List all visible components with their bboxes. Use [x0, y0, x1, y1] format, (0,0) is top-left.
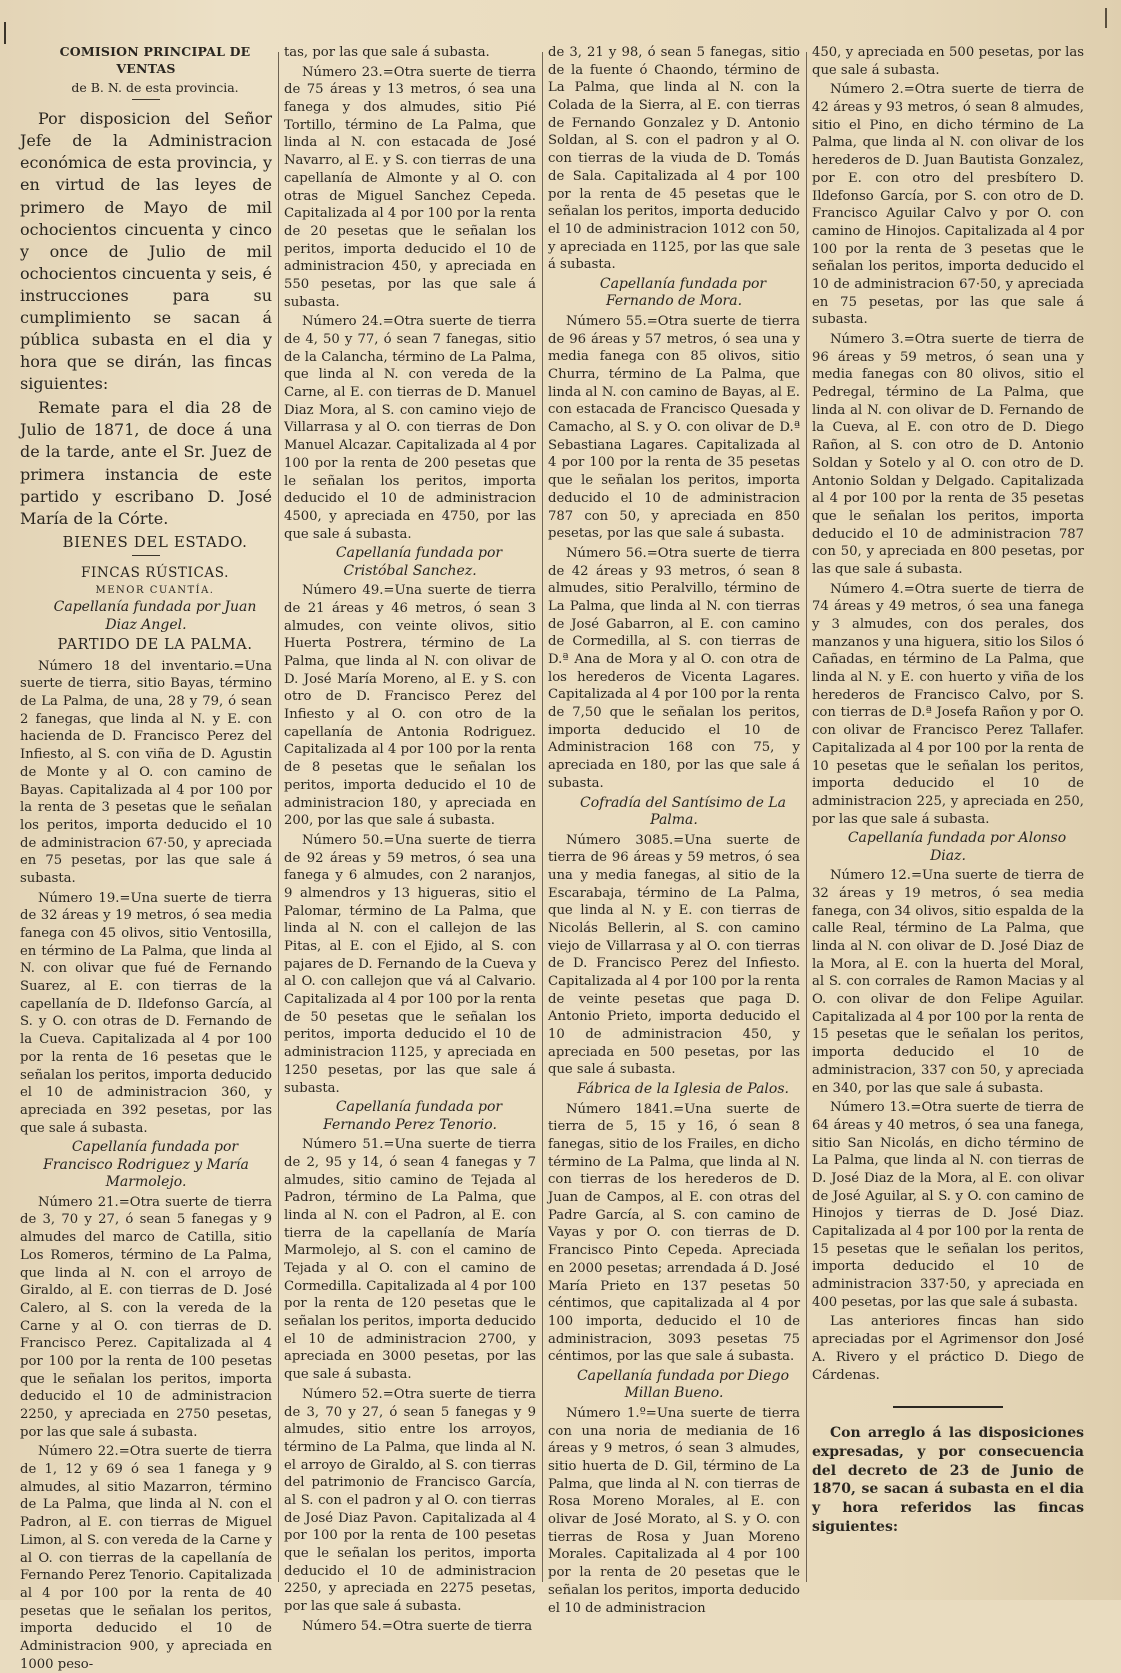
lot-entry: Número 19.=Una suerte de tierra de 32 áreas y 19 metros, ó sea media fanega con 45 olivos, sitio Ventosilla, en término de La Palma, que linda al N. con olivar que fué de Fernando Suarez, al E. con tierras de la capellanía de D. Ildefonso García, al S. y O. con otras de D. Fernando de la Cueva. Capitalizada al 4 por 100 por la renta de 16 pesetas que le señalan los peritos, importa deducido el 10 de administracion 360, y apreciada en 392 pesetas, por las que sale á subasta.	[20, 890, 272, 1136]
commission-subtitle: de B. N. de esta provincia.	[71, 79, 239, 95]
lot-continuation: de 3, 21 y 98, ó sean 5 fanegas, sitio de la fuente ó Chaondo, término de La Palma, que linda al N. con la Colada de la Sierra, al E. con tierras de Fernando Gonzalez y D. Antonio Soldan, al S. con el padron y al O. con tierras de la viuda de D. Tomás de Sala. Capitalizada al 4 por 100 por la renta de 45 pesetas que le señalan los peritos, importa deducido el 10 de administracion 1012 con 50, y apreciada en 1125, por las que sale á subasta.	[548, 45, 800, 273]
lot-entry: Número 56.=Otra suerte de tierra de 42 áreas y 93 metros, ó sean 8 almudes, sitio Peralvillo, término de La Palma, que linda al N. con tierras de José Gabarron, al E. con camino de Cormedilla, al S. con tierras de D.ª Ana de Mora y al O. con otra de los herederos de Vicenta Lagares. Capitalizada al 4 por 100 por la renta de 7,50 que le señalan los peritos, importa deducido el 10 de Administracion 168 con 75, y apreciada en 180, por las que sale á subasta.	[548, 545, 800, 791]
chaplaincy-heading: Capellanía fundada por Fernando de Mora.	[599, 275, 767, 310]
lot-entry: Número 22.=Otra suerte de tierra de 1, 12 y 69 ó sea 1 fanega y 9 almudes, al sitio Mazarron, término de La Palma, que linda al N. con el Padron, al E. con tierras de Miguel Limon, al S. con vereda de la Carne y al O. con tierras de la capellanía de Fernando Perez Tenorio. Capitalizada al 4 por 100 por la renta de 40 pesetas que le señalan los peritos, importa deducido el 10 de Administracion 900, y apreciada en 1000 peso-	[20, 1444, 272, 1672]
intro-paragraph: Por disposicion del Señor Jefe de la Administracion económica de esta provincia, y en virtud de las leyes de primero de Mayo de mil ochocientos cincuenta y cinco y once de Julio de mil ochocientos cincuenta y seis, é instrucciones para su cumplimiento se sacan á pública subasta en el dia y hora que se dirán, las fincas siguientes:	[20, 109, 272, 394]
divider	[893, 1406, 1003, 1408]
lot-entry: Número 49.=Una suerte de tierra de 21 áreas y 46 metros, ó sean 3 almudes, con veinte olivos, sitio Huerta Postrera, término de La Palma, que linda al N. con olivar de D. José María Moreno, al E. y S. con otro de D. Francisco Perez del Infiesto y al O. con otro de la capellanía de Antonia Rodriguez. Capitalizada al 4 por 100 por la renta de 8 pesetas que le señalan los peritos, importa deducido el 10 de administracion 180, y apreciada en 200, por las que sale á subasta.	[284, 583, 536, 829]
margin-mark	[4, 22, 6, 44]
lot-entry: Número 21.=Otra suerte de tierra de 3, 70 y 27, ó sean 5 fanegas y 9 almudes del marco de Catilla, sitio Los Romeros, término de La Palma, que linda al N. con el arroyo de Giraldo, al E. con tierras de D. José Calero, al S. con la vereda de la Carne y al O. con tierras de D. Francisco Perez. Capitalizada al 4 por 100 por la renta de 100 pesetas que le señalan los peritos, importa deducido el 10 de administracion 2250, y apreciada en 2750 pesetas, por las que sale á subasta.	[20, 1194, 272, 1440]
closing-note: Las anteriores fincas han sido apreciadas por el Agrimensor don José A. Rivero y el práctico D. Diego de Cárdenas.	[812, 1314, 1084, 1383]
district-heading: PARTIDO DE LA PALMA.	[57, 637, 253, 654]
column-rule	[542, 52, 543, 1582]
chaplaincy-heading: Capellanía fundada por Alonso Diaz.	[847, 830, 1067, 864]
lot-entry: Número 1.º=Una suerte de tierra con una noria de mediania de 16 áreas y 9 metros, ó sean 3 almudes, sitio huerta de D. Gil, término de La Palma, que linda al N. con tierras de Rosa Moreno Morales, al E. con olivar de José Morato, al S. y O. con tierras de Rosa y Juan Moreno Morales. Capitalizada al 4 por 100 por la renta de 20 pesetas que le señalan los peritos, importa deducido el 10 de administracion	[548, 1405, 800, 1616]
auction-date-paragraph: Remate para el dia 28 de Julio de 1871, de doce á una de la tarde, ante el Sr. Juez de primera instancia de este partido y escribano D. José María de la Córte.	[20, 398, 272, 528]
lot-entry: Número 3085.=Una suerte de tierra de 96 áreas y 59 metros, ó sea una y media fanegas, al sitio de la Escarabaja, término de La Palma, que linda al N. y E. con tierras de Nicolás Bellerin, al S. con camino viejo de Villarrasa y al O. con tierras de D. Francisco Perez del Infiesto. Capitalizada al 4 por 100 por la renta de veinte pesetas que paga D. Antonio Prieto, importa deducido el 10 de administracion 450, y apreciada en 500 pesetas, por las que sale á subasta.	[548, 832, 800, 1078]
lot-entry: Número 52.=Otra suerte de tierra de 3, 70 y 27, ó sean 5 fanegas y 9 almudes, sitio entre los arroyos, término de La Palma, que linda al N. el arroyo de Giraldo, al S. con tierras del patrimonio de Francisco García, al S. con el padron y al O. con tierras de José Diaz Pavon. Capitalizada al 4 por 100 por la renta de 100 pesetas que le señalan los peritos, importa deducido el 10 de administracion 2250, y apreciada en 2275 pesetas, por las que sale á subasta.	[284, 1386, 536, 1615]
lot-continuation: tas, por las que sale á subasta.	[284, 45, 490, 60]
lot-entry: Número 3.=Otra suerte de tierra de 96 áreas y 59 metros, ó sean una y media fanegas con 80 olivos, sitio el Pedregal, término de La Palma, que linda al N. con olivar de D. Fernando de la Cueva, al E. con otro de D. Diego Rañon, al S. con otro de D. Antonio Soldan y Sotelo y al O. con otro de D. Antonio Soldan y Delgado. Capitalizada al 4 por 100 por la renta de 35 pesetas que le señalan los peritos, importa deducido el 10 de administracion 787 con 50, y apreciada en 800 pesetas, por las que sale á subasta.	[812, 332, 1084, 577]
lot-entry: Número 12.=Una suerte de tierra de 32 áreas y 19 metros, ó sea media fanega, con 34 olivos, sitio espalda de la calle Real, término de La Palma, que linda al N. con olivar de D. José Diaz de la Mora, al E. con la huerta del Moral, al S. con corrales de Ramon Macias y al O. con olivar de don Felipe Aguilar. Capitalizada al 4 por 100 por la renta de 15 pesetas que le señalan los peritos, importa deducido el 10 de administracion, 337 con 50, y apreciada en 340, por las que sale á subasta.	[812, 868, 1084, 1096]
sub-heading: FINCAS RÚSTICAS.	[81, 564, 229, 581]
divider	[132, 555, 160, 556]
lot-entry: Número 23.=Otra suerte de tierra de 75 áreas y 13 metros, ó sea una fanega y dos almudes, sitio Pié Tortillo, término de La Palma, que linda al N. con estacada de José Navarro, al E. y S. con tierras de una capellanía de Almonte y al O. con otras de Miguel Sanchez Cepeda. Capitalizada al 4 por 100 por la renta de 20 pesetas que le señalan los peritos, importa deducido el 10 de administracion 450, y apreciada en 550 pesetas, por las que sale á subasta.	[284, 64, 536, 310]
lot-entry: Número 55.=Otra suerte de tierra de 96 áreas y 57 metros, ó sea una y media fanega con 85 olivos, sitio Churra, término de La Palma, que linda al N. con camino de Bayas, al E. con estacada de Francisco Quesada y Camacho, al S. y O. con olivar de D.ª Sebastiana Lagares. Capitalizada al 4 por 100 por la renta de 35 pesetas que le señalan los peritos, importa deducido el 10 de administracion 787 con 50, y apreciada en 850 pesetas, por las que sale á subasta.	[548, 313, 800, 542]
divider	[132, 99, 160, 100]
sub-heading-small: MENOR CUANTÍA.	[95, 584, 215, 596]
lot-entry: Número 4.=Otra suerte de tierra de 74 áreas y 49 metros, ó sea una fanega y 3 almudes, con dos perales, dos manzanos y una higuera, sitio los Silos ó Cañadas, en término de La Palma, que linda al N. y E. con huerto y viña de los herederos de Francisco Calvo, por S. con tierras de D.ª Josefa Rañon y por O. con olivar de Francisco Perez Tallafer. Capitalizada al 4 por 100 por la renta de 10 pesetas que le señalan los peritos, importa deducido el 10 de administracion 225, y apreciada en 250, por las que sale á subasta.	[812, 581, 1084, 827]
lot-entry: Número 13.=Otra suerte de tierra de 64 áreas y 40 metros, ó sea una fanega, sitio San Nicolás, en dicho término de La Palma, que linda al N. con tierras de D. José Diaz de la Mora, al E. con olivar de José Aguilar, al S. y O. con camino de Hinojos y tierras de D. José Diaz. Capitalizada al 4 por 100 por la renta de 15 pesetas que le señalan los peritos, importa deducido el 10 de administracion 337·50, y apreciada en 400 pesetas, por las que sale á subasta.	[812, 1100, 1084, 1310]
chaplaincy-heading: Capellanía fundada por Francisco Rodriguez y María Marmolejo.	[43, 1139, 249, 1191]
lot-entry: Número 24.=Otra suerte de tierra de 4, 50 y 77, ó sean 7 fanegas, sitio de la Calancha, término de La Palma, que linda al N. con vereda de la Carne, al E. con tierras de D. Manuel Diaz Mora, al S. con camino viejo de Villarrasa y al O. con tierras de Don Manuel Alcazar. Capitalizada al 4 por 100 por la renta de 200 pesetas que le señalan los peritos, importa deducido el 10 de administracion 4500, y apreciada en 4750, por las que sale á subasta.	[284, 314, 536, 542]
column-rule	[278, 52, 279, 1582]
column-3	[548, 44, 800, 1616]
column-2	[284, 44, 536, 1634]
commission-title: COMISION PRINCIPAL DE VENTAS	[59, 44, 251, 76]
lot-entry: Número 18 del inventario.=Una suerte de tierra, sitio Bayas, término de La Palma, de una, 28 y 79, ó sean 2 fanegas, que linda al N. y E. con hacienda de D. Francisco Perez del Infiesto, al S. con viña de D. Agustin de Monte y al O. con camino de Bayas. Capitalizada al 4 por 100 por la renta de 3 pesetas que le señalan los peritos, importa deducido el 10 de administracion 67·50, y apreciada en 75 pesetas, por las que sale á subasta.	[20, 658, 272, 886]
chaplaincy-heading: Capellanía fundada por Fernando Perez Tenorio.	[323, 1099, 503, 1133]
lot-entry: Número 54.=Otra suerte de tierra	[302, 1618, 533, 1634]
lot-continuation: 450, y apreciada en 500 pesetas, por las que sale á subasta.	[812, 45, 1084, 78]
brotherhood-heading: Cofradía del Santísimo de La Palma.	[580, 794, 786, 828]
chaplaincy-heading: Capellanía fundada por Cristóbal Sanchez.	[335, 545, 503, 579]
chaplaincy-heading: Capellanía fundada por Diego Millan Bueno.	[576, 1367, 790, 1402]
church-heading: Fábrica de la Iglesia de Palos.	[577, 1081, 789, 1098]
column-4	[812, 44, 1084, 1588]
chaplaincy-heading: Capellanía fundada por Juan Diaz Angel.	[53, 599, 257, 633]
column-rule	[806, 52, 807, 1582]
lot-entry: Número 51.=Una suerte de tierra de 2, 95 y 14, ó sean 4 fanegas y 7 almudes, sitio camino de Tejada al Padron, término de La Palma, que linda al N. con el Padron, al E. con tierra de la capellanía de María Marmolejo, al S. con el camino de Tejada y al O. con el camino de Cormedilla. Capitalizada al 4 por 100 por la renta de 120 pesetas que le señalan los peritos, importa deducido el 10 de administracion 2700, y apreciada en 3000 pesetas, por las que sale á subasta.	[284, 1137, 536, 1383]
section-heading: BIENES DEL ESTADO.	[62, 532, 248, 551]
lot-entry: Número 1841.=Una suerte de tierra de 5, 15 y 16, ó sean 8 fanegas, sitio de los Frailes, en dicho término de La Palma, que linda al N. con tierras de los herederos de D. Juan de Campos, al E. con otras del Padre García, al S. con camino de Vayas y por O. con tierras de D. Francisco Pinto Cepeda. Apreciada en 2000 pesetas; arrendada á D. José María Prieto en 137 pesetas 50 céntimos, que capitalizada al 4 por 100 importa, deducido el 10 de administracion, 3093 pesetas 75 céntimos, por las que sale á subasta.	[548, 1101, 800, 1365]
decree-paragraph: Con arreglo á las disposiciones expresadas, y por consecuencia del decreto de 23 de Junio de 1870, se sacan á subasta en el dia y hora referidos las fincas siguientes:	[812, 1425, 1084, 1535]
lot-entry: Número 50.=Una suerte de tierra de 92 áreas y 59 metros, ó sea una fanega y 6 almudes, con 2 naranjos, 9 almendros y 13 higueras, sitio el Palomar, término de La Palma, que linda al N. con el callejon de las Pitas, al E. con el Ejido, al S. con pajares de D. Fernando de la Cueva y al O. con callejon que vá al Calvario. Capitalizada al 4 por 100 por la renta de 50 pesetas que le señalan los peritos, importa deducido el 10 de administracion 1125, y apreciada en 1250 pesetas, por las que sale á subasta.	[284, 832, 536, 1096]
margin-mark	[1105, 8, 1107, 28]
lot-entry: Número 2.=Otra suerte de tierra de 42 áreas y 93 metros, ó sean 8 almudes, sitio el Pino, en dicho término de La Palma, que linda al N. con olivar de los herederos de D. Juan Bautista Gonzalez, por E. con otro del presbítero D. Ildefonso García, por S. con otro de D. Francisco Aguilar Calvo y por O. con camino de Hinojos. Capitalizada al 4 por 100 por la renta de 3 pesetas que le señalan los peritos, importa deducido el 10 de administracion 67·50, y apreciada en 75 pesetas, por las que sale á subasta.	[812, 82, 1084, 328]
column-1	[20, 44, 272, 1672]
